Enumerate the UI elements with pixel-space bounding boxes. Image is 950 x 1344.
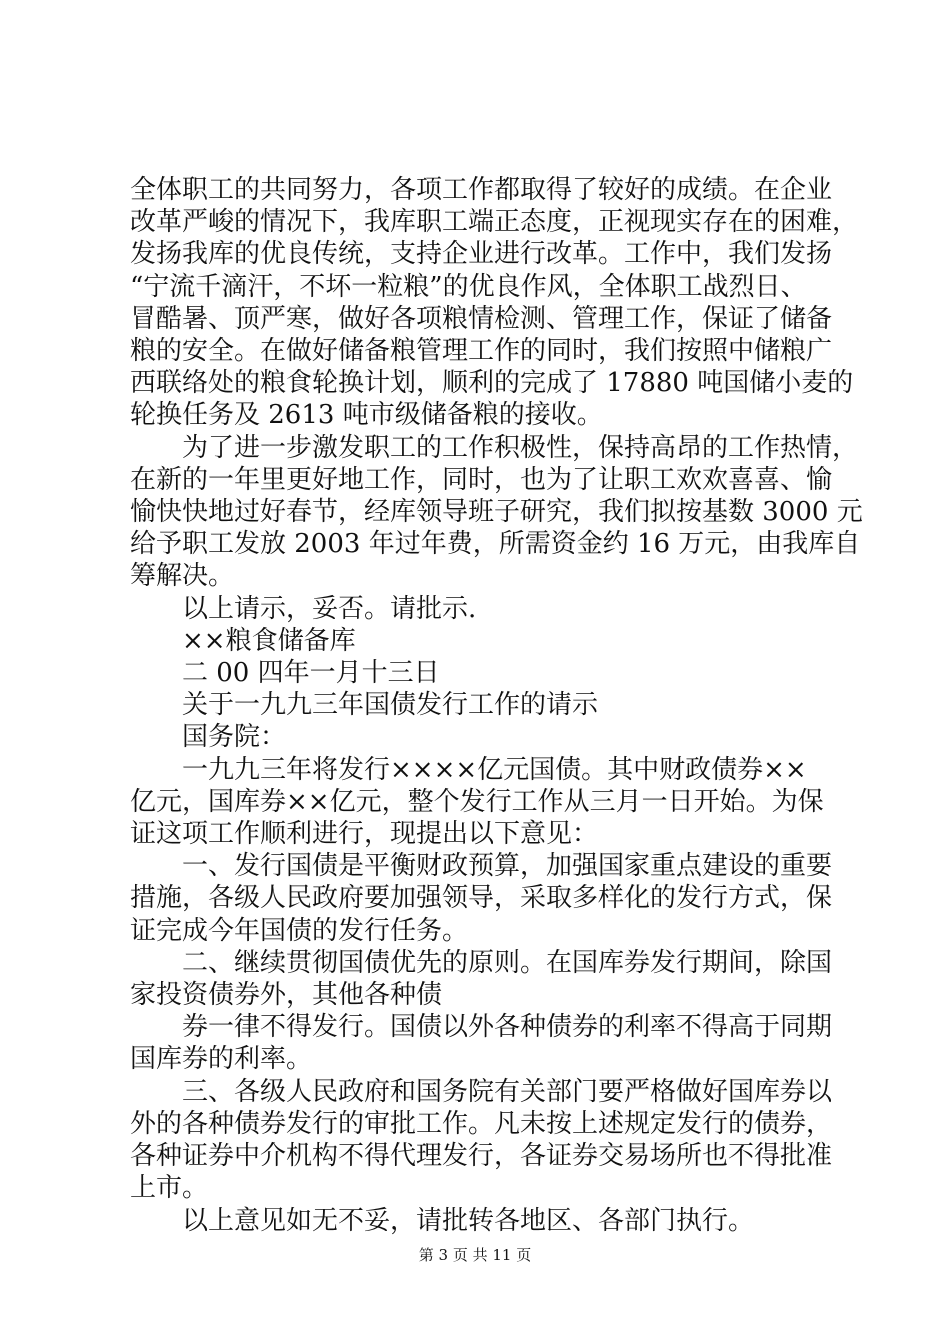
text-line: 在新的一年里更好地工作，同时，也为了让职工欢欢喜喜、愉 (130, 464, 833, 495)
text-line: 冒酷暑、顶严寒，做好各项粮情检测、管理工作，保证了储备 (130, 303, 833, 334)
text-line: 国库券的利率。 (130, 1044, 313, 1075)
text-line: 给予职工发放 2003 年过年费，所需资金约 16 万元，由我库自 (130, 529, 861, 560)
text-line: “宁流千滴汗，不坏一粒粮”的优良作风，全体职工战烈日、 (130, 271, 807, 302)
text-line: 轮换任务及 2613 吨市级储备粮的接收。 (130, 400, 603, 431)
text-line: 关于一九九三年国债发行工作的请示 (182, 690, 599, 721)
text-line: 发扬我库的优良传统，支持企业进行改革。工作中，我们发扬 (130, 239, 833, 270)
text-line: 券一律不得发行。国债以外各种债券的利率不得高于同期 (182, 1012, 833, 1043)
text-line: ××粮食储备库 (182, 625, 356, 656)
text-line: 改革严峻的情况下，我库职工端正态度，正视现实存在的困难， (130, 207, 859, 238)
text-line: 措施，各级人民政府要加强领导，采取多样化的发行方式，保 (130, 883, 833, 914)
text-line: 以上请示，妥否。请批示. (182, 593, 477, 624)
text-line: 亿元，国库券××亿元，整个发行工作从三月一日开始。为保 (130, 786, 824, 817)
text-line: 外的各种债券发行的审批工作。凡未按上述规定发行的债券， (130, 1108, 833, 1139)
text-line: 家投资债券外，其他各种债 (130, 980, 443, 1011)
text-line: 西联络处的粮食轮换计划，顺利的完成了 17880 吨国储小麦的 (130, 368, 854, 399)
text-line: 证完成今年国债的发行任务。 (130, 915, 469, 946)
text-line: 一九九三年将发行××××亿元国债。其中财政债券×× (182, 754, 807, 785)
text-line: 全体职工的共同努力，各项工作都取得了较好的成绩。在企业 (130, 175, 833, 205)
text-line: 以上意见如无不妥，请批转各地区、各部门执行。 (182, 1205, 755, 1236)
text-line: 二、继续贯彻国债优先的原则。在国库券发行期间，除国 (182, 947, 833, 978)
text-line: 国务院： (182, 722, 287, 753)
text-line: 二 00 四年一月十三日 (182, 658, 440, 689)
text-line: 愉快快地过好春节，经库领导班子研究，我们拟按基数 3000 元 (130, 497, 863, 528)
text-line: 粮的安全。在做好储备粮管理工作的同时，我们按照中储粮广 (130, 336, 833, 367)
text-line: 证这项工作顺利进行，现提出以下意见： (130, 819, 599, 850)
text-line: 上市。 (130, 1173, 209, 1204)
page-number-footer: 第 3 页 共 11 页 (418, 1246, 532, 1264)
document-body (130, 174, 863, 1237)
text-line: 各种证券中介机构不得代理发行，各证券交易场所也不得批准 (130, 1141, 833, 1172)
text-line: 为了进一步激发职工的工作积极性，保持高昂的工作热情， (182, 432, 859, 463)
text-line: 三、各级人民政府和国务院有关部门要严格做好国库券以 (182, 1076, 833, 1107)
text-line: 一、发行国债是平衡财政预算，加强国家重点建设的重要 (182, 851, 833, 882)
text-line: 筹解决。 (130, 561, 235, 592)
